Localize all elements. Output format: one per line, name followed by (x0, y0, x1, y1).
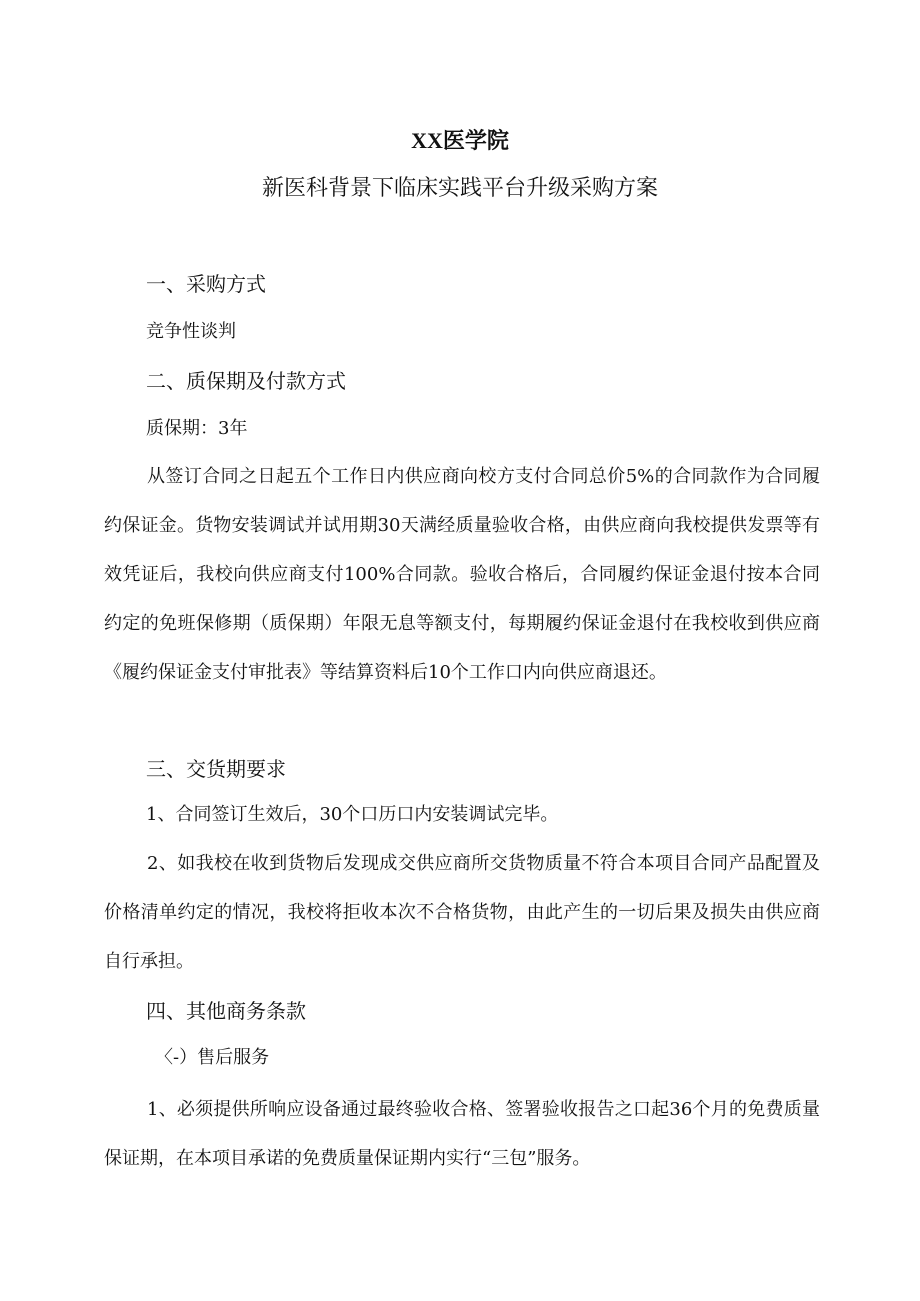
section-1-text: 竞争性谈判 (146, 321, 236, 342)
section-3-heading: 三、交货期要求 (146, 757, 286, 781)
after-sales-subheading: 〈-）售后服务 (155, 1047, 270, 1068)
document-subtitle: 新医科背景下临床实践平台升级采购方案 (261, 176, 658, 201)
delivery-item-1: 1、合同签订生效后，30个口历口内安装调试完毕。 (146, 804, 559, 825)
after-sales-item-1: 1、必须提供所响应设备通过最终验收合格、签署验收报告之口起36个月的免费质量保证期，在本项目承诺的免费质量保证期内实行“三包”服务。 (104, 1099, 820, 1169)
section-2-heading: 二、质保期及付款方式 (146, 369, 346, 393)
section-4-heading: 四、其他商务条款 (146, 999, 306, 1023)
warranty-period: 质保期：3年 (146, 418, 248, 439)
delivery-item-2: 2、如我校在收到货物后发现成交供应商所交货物质量不符合本项目合同产品配置及价格清单约定的情况，我校将拒收本次不合格货物，由此产生的一切后果及损失由供应商自行承担。 (104, 853, 820, 972)
document-title: XX医学院 (411, 128, 509, 153)
payment-terms-paragraph: 从签订合同之日起五个工作日内供应商向校方支付合同总价5%的合同款作为合同履约保证金。货物安装调试并试用期30天满经质量验收合格，由供应商向我校提供发票等有效凭证后，我校向供应商支付100%合同款。验收合格后，合同履约保证金退付按本合同约定的免班保修期（质保期）年限无息等额支付，每期履约保证金退付在我校收到供应商《履约保证金支付审批表》等结算资料后10个工作口内向供应商退还。 (104, 466, 820, 683)
section-1-heading: 一、采购方式 (146, 272, 266, 296)
